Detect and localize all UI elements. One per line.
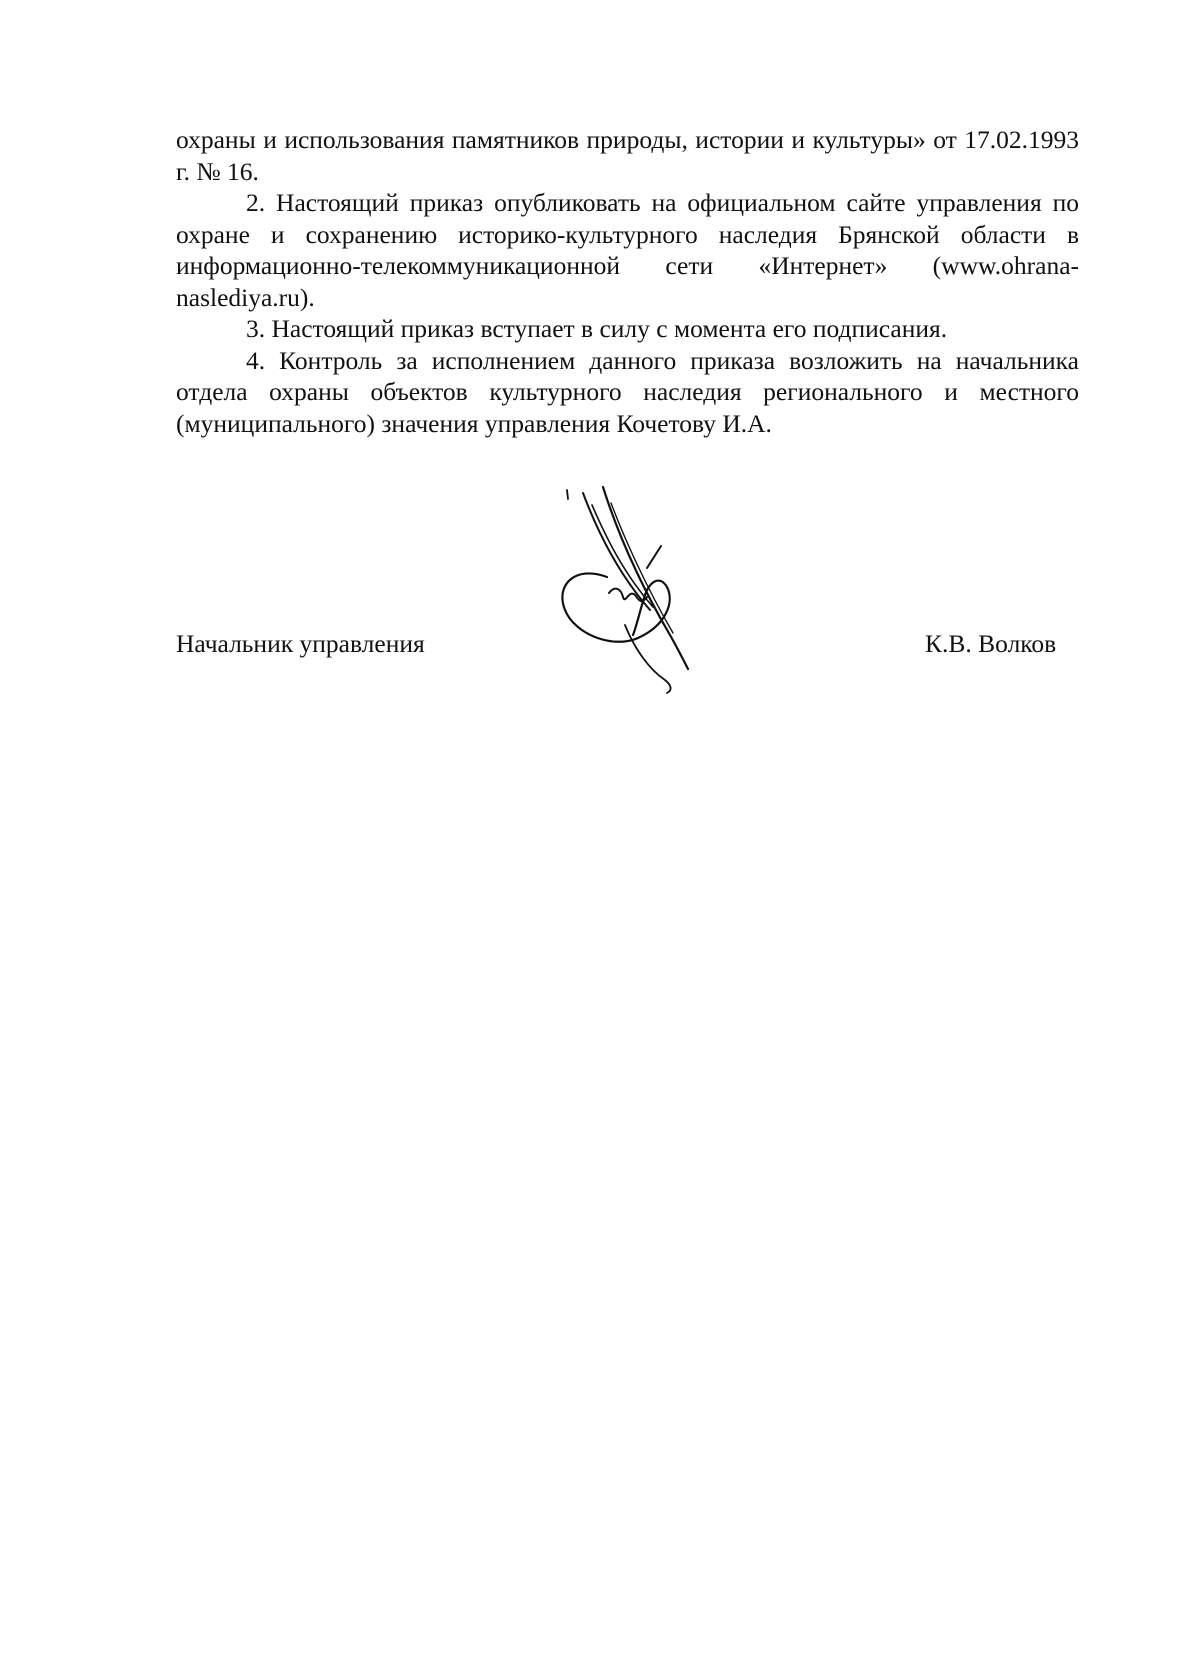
paragraph-continuation: охраны и использования памятников природы, истории и культуры» от 17.02.1993 г. № 16.	[176, 125, 1079, 186]
paragraph-item-3: 3. Настоящий приказ вступает в силу с момента его подписания.	[246, 314, 948, 343]
document-body	[176, 124, 1079, 439]
paragraph-item-4: 4. Контроль за исполнением данного приказа возложить на начальника отдела охраны объектов культурного наследия регионального и местного (муниципального) значения управления Кочетову И.А.	[176, 345, 1079, 438]
signer-name: К.В. Волков	[925, 629, 1057, 658]
handwritten-signature	[555, 485, 725, 730]
paragraph-item-2: 2. Настоящий приказ опубликовать на официальном сайте управления по охране и сохранению историко-культурного наследия Брянской области в информационно-телекоммуникационной сети «Интернет» (www.ohrana-naslediya.ru).	[176, 188, 1079, 312]
signer-position-title: Начальник управления	[176, 629, 425, 658]
